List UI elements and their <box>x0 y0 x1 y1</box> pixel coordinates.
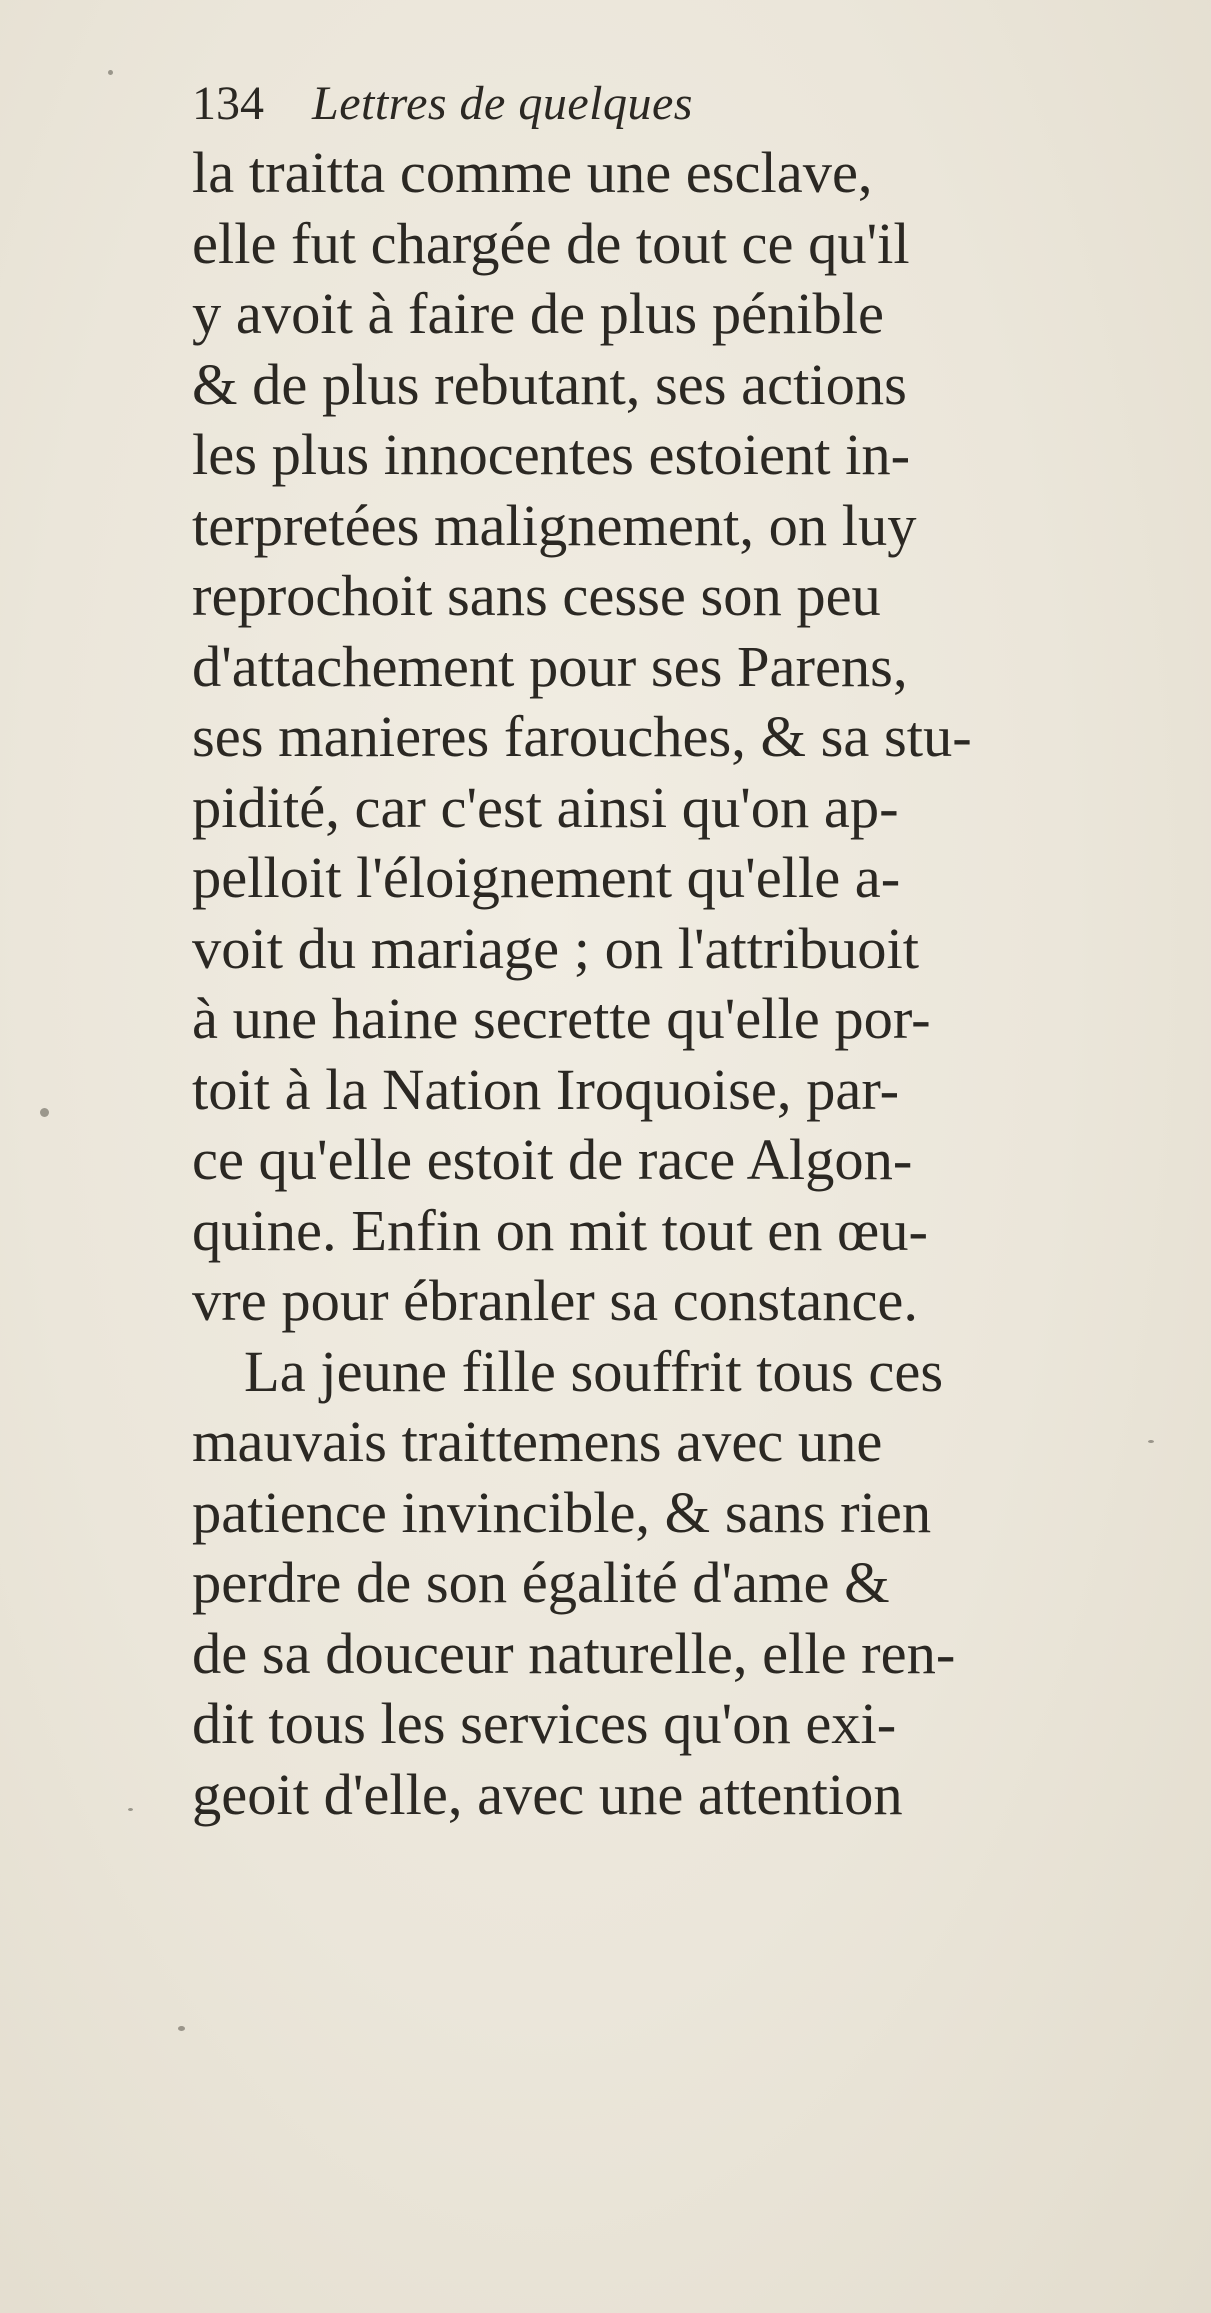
text-line: vre pour ébranler sa constance. <box>192 1268 919 1333</box>
text-line: toit à la Nation Iroquoise, par- <box>192 1056 900 1122</box>
text-line: pelloit l'éloignement qu'elle a- <box>192 845 901 910</box>
text-line: reprochoit sans cesse son peu <box>192 563 881 628</box>
ink-speck <box>128 1808 133 1811</box>
text-line: terpretées malignement, on luy <box>192 492 917 558</box>
text-line: geoit d'elle, avec une attention <box>192 1761 903 1827</box>
text-line: la traitta comme une esclave, <box>192 140 873 205</box>
text-line: les plus innocentes estoient in- <box>192 422 911 487</box>
text-line: de sa douceur naturelle, elle ren- <box>192 1620 956 1686</box>
ink-speck <box>178 2026 185 2031</box>
text-line: quine. Enfin on mit tout en œu- <box>192 1197 929 1263</box>
text-line-paragraph-start: La jeune fille souffrit tous ces <box>244 1338 944 1404</box>
text-line: elle fut chargée de tout ce qu'il <box>192 210 910 276</box>
ink-speck <box>1148 1440 1154 1443</box>
text-line: patience invincible, & sans rien <box>192 1479 932 1545</box>
ink-speck <box>40 1108 49 1117</box>
page-header <box>192 72 1092 136</box>
text-line: pidité, car c'est ainsi qu'on ap- <box>192 774 899 840</box>
text-line: ses manieres farouches, & sa stu- <box>192 704 972 769</box>
running-title: Lettres de quelques <box>312 77 693 130</box>
text-line: & de plus rebutant, ses actions <box>192 351 907 417</box>
text-line: dit tous les services qu'on exi- <box>192 1691 897 1756</box>
ink-speck <box>108 70 113 75</box>
body-text <box>192 138 1152 1830</box>
text-line: mauvais traittemens avec une <box>192 1409 883 1474</box>
text-line: perdre de son égalité d'ame & <box>192 1550 890 1615</box>
text-line: à une haine secrette qu'elle por- <box>192 986 931 1051</box>
text-line: ce qu'elle estoit de race Algon- <box>192 1127 913 1192</box>
page-number: 134 <box>192 77 264 130</box>
text-line: d'attachement pour ses Parens, <box>192 633 908 699</box>
text-line: y avoit à faire de plus pénible <box>192 281 885 346</box>
text-line: voit du mariage ; on l'attribuoit <box>192 915 920 981</box>
